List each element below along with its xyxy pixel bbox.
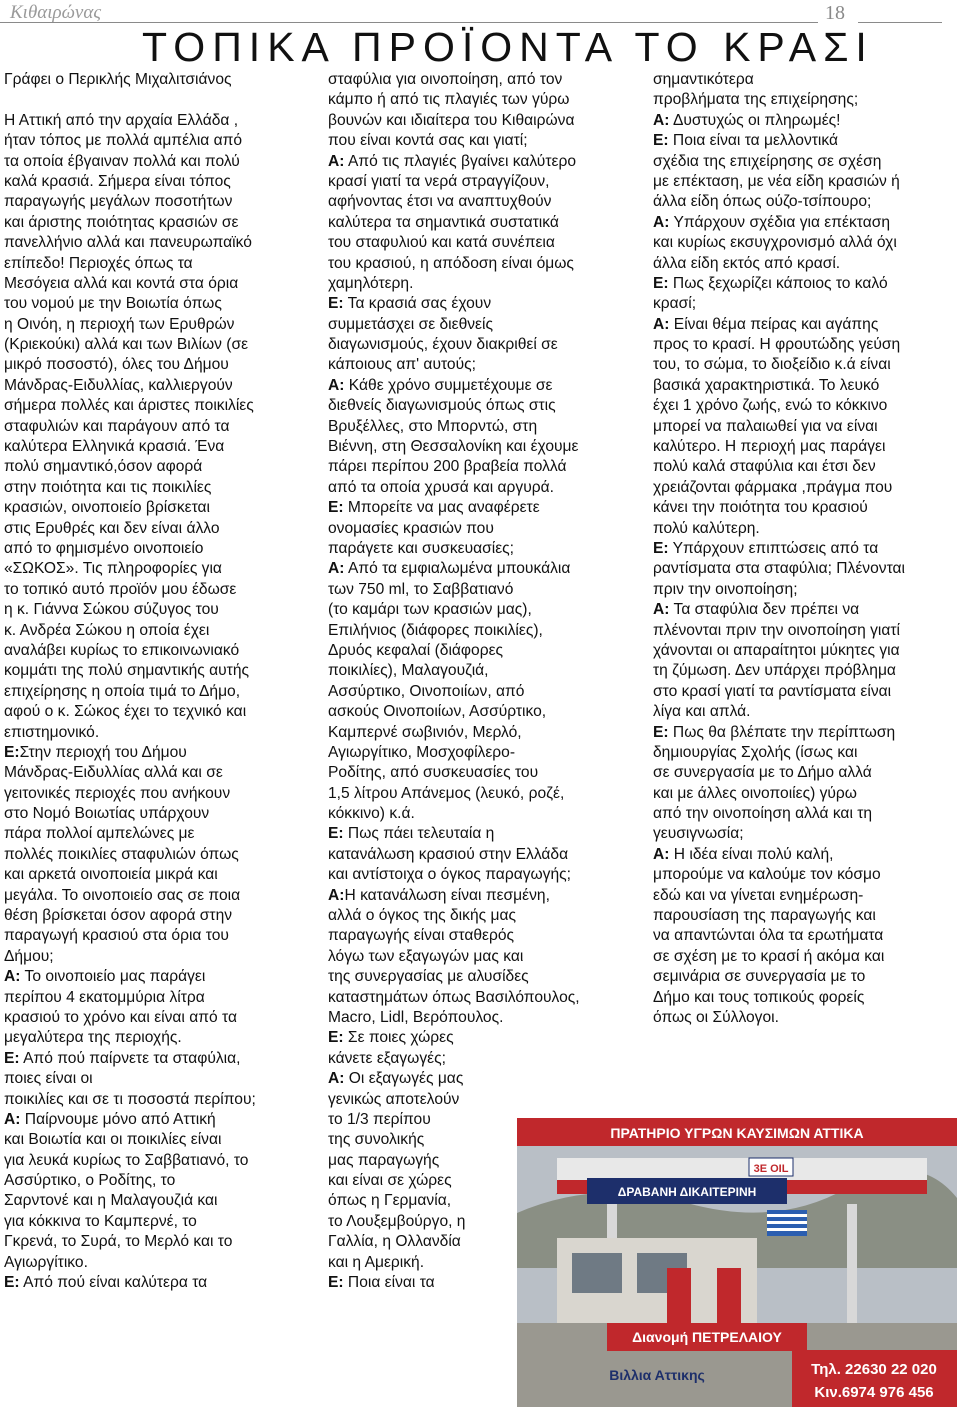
text-line: παρουσίαση της παραγωγής και xyxy=(653,907,876,925)
text-line: Ε: Πως ξεχωρίζει κάποιος το καλό xyxy=(653,274,888,292)
text-line: πολύ καλά σταφύλια και έτσι δεν xyxy=(653,458,876,476)
text-line: όπως οι Σύλλογοι. xyxy=(653,1008,779,1026)
text-line: διαγωνισμούς, έχουν διακριθεί σε xyxy=(328,336,558,354)
text-column-3 xyxy=(653,70,905,1028)
text-line: κ. Ανδρέα Σώκου η οποία έχει xyxy=(4,621,210,639)
canopy-sign-text: ΔΡΑΒΑΝΗ ΔΙΚΑΙΤΕΡΙΝΗ xyxy=(617,1185,757,1199)
text-line: Ε:Στην περιοχή του Δήμου xyxy=(4,743,187,761)
phone-number-1: Τηλ. 22630 22 020 xyxy=(811,1361,937,1378)
text-line: Ε: Υπάρχουν επιπτώσεις από τα xyxy=(653,539,879,557)
text-line: Σαρντονέ και η Μαλαγουζιά και xyxy=(4,1192,218,1210)
text-line: Α: Τα σταφύλια δεν πρέπει να xyxy=(653,601,860,619)
text-line: στις Ερυθρές και δεν είναι άλλο xyxy=(4,519,220,537)
text-line: Καμπερνέ σωβινιόν, Μερλό, xyxy=(328,723,522,741)
text-line: Ε: Σε ποιες χώρες xyxy=(328,1029,454,1047)
text-line: καλύτερα Ελληνικά κρασιά. Ένα xyxy=(4,438,225,456)
text-line: κάνετε εξαγωγές; xyxy=(328,1049,446,1067)
text-line: Ασσύρτικο, ο Ροδίτης, το xyxy=(4,1172,176,1190)
text-line: Αγιωργίτικο, Μοσχοφίλερο- xyxy=(328,743,516,761)
text-line: Η Αττική από την αρχαία Ελλάδα , xyxy=(4,111,239,129)
text-line: Α: Δυστυχώς οι πληρωμές! xyxy=(653,111,841,129)
text-line: κρασιών, οινοποιείο βρίσκεται xyxy=(4,499,210,517)
header-rule-middle xyxy=(128,22,818,23)
text-line: θέση βρίσκεται όσον αφορά στην xyxy=(4,907,233,925)
text-line: του, το σώμα, το διοξείδιο κ.ά είναι xyxy=(653,356,891,374)
text-line: στην ποιότητα και τις ποικιλίες xyxy=(4,478,212,496)
text-line: Α: Από τις πλαγιές βγαίνει καλύτερο xyxy=(328,152,576,170)
text-column-2 xyxy=(328,70,580,1293)
text-line: Α: Από τα εμφιαλωμένα μπουκάλια xyxy=(328,560,571,578)
text-line: και κυρίως εκσυγχρονισμό αλλά όχι xyxy=(653,234,897,252)
text-column-1 xyxy=(4,70,256,1293)
text-line: μικρό ποσοστό), όλες του Δήμου xyxy=(4,356,229,374)
text-line: τα οποία έβγαιναν πολλά και πολύ xyxy=(4,152,240,170)
page-number: 18 xyxy=(825,2,845,24)
text-line: 1,5 λίτρου Απάνεμος (λευκό, ροζέ, xyxy=(328,784,565,802)
text-line: το 1/3 περίπου xyxy=(328,1110,431,1128)
text-line: κρασιού το χρόνο και είναι από τα xyxy=(4,1008,237,1026)
text-line: προς το κρασί. Η φρουτώδης γεύση xyxy=(653,336,901,354)
text-line: αφού ο κ. Σώκος έχει το τεχνικό και xyxy=(4,703,247,721)
text-line: Μάνδρας-Ειδυλλίας, καλλιεργούν xyxy=(4,376,233,394)
location-sign-text: Βιλλια Αττικης xyxy=(609,1367,705,1383)
brand-logo: 3Ε OIL xyxy=(753,1163,789,1175)
text-line: το τοπικό αυτό προϊόν μου έδωσε xyxy=(4,580,237,598)
text-line: διεθνείς διαγωνισμούς όπως στις xyxy=(328,397,556,415)
text-line: μας παραγωγής xyxy=(328,1151,440,1169)
text-line: Δήμο και τους τοπικούς φορείς xyxy=(653,988,865,1006)
text-line: πολύ καλύτερη. xyxy=(653,519,760,537)
text-line: Ε: Πως πάει τελευταία η xyxy=(328,825,495,843)
text-line: ασκούς Οινοποιίων, Ασσύρτικο, xyxy=(328,703,547,721)
text-line: καλύτερο. Η περιοχή μας παράγει xyxy=(653,438,886,456)
text-line: αλλά ο όγκος της δικής μας xyxy=(328,907,516,925)
text-line: Μάνδρας-Ειδυλλίας αλλά και σε xyxy=(4,764,223,782)
text-line: Ε: Ποια είναι τα μελλοντικά xyxy=(653,132,838,150)
text-line: γενικώς αποτελούν xyxy=(328,1090,460,1108)
text-line: πανελλήνιο αλλά και πανευρωπαϊκό xyxy=(4,234,252,252)
text-line: κάνει την ποιότητα του κρασιού xyxy=(653,499,868,517)
text-line: κρασί γιατί τα νερά στραγγίζουν, xyxy=(328,172,550,190)
text-line: συμμετάσχει σε διεθνείς xyxy=(328,315,493,333)
text-line: κρασί; xyxy=(653,295,697,313)
text-line: Α: Η ιδέα είναι πολύ καλή, xyxy=(653,845,834,863)
text-line: Δήμου; xyxy=(4,947,54,965)
text-line: σε συνεργασία με το Δήμο αλλά xyxy=(653,764,872,782)
text-line: από το φημισμένο οινοποιείο xyxy=(4,539,204,557)
text-line: παράγετε και συσκευασίες; xyxy=(328,539,515,557)
text-line: Γράφει ο Περικλής Μιχαλιτσιάνος xyxy=(4,71,232,88)
text-line: η Οινόη, η περιοχή των Ερυθρών xyxy=(4,315,235,333)
article-title: ΤΟΠΙΚΑ ΠΡΟΪΟΝΤΑ ΤΟ ΚΡΑΣΙ xyxy=(142,24,874,70)
text-line: σήμερα πολλές και άριστες ποικιλίες xyxy=(4,397,254,415)
running-head: Κιθαιρώνας xyxy=(10,2,102,23)
text-line: σημαντικότερα xyxy=(653,71,754,88)
text-line: άλλα είδη εκτός από κρασί. xyxy=(653,254,841,272)
text-line: επίπεδο! Περιοχές όπως τα xyxy=(4,254,193,272)
text-line: παραγωγής μεγάλων ποσοτήτων xyxy=(4,193,233,211)
text-line: Ε: Μπορείτε να μας αναφέρετε xyxy=(328,499,540,517)
text-line: Δρυός κεφαλαί (διάφορες xyxy=(328,641,504,659)
text-line: πριν την οινοποίηση; xyxy=(653,580,798,598)
text-line: βουνών και ιδιαίτερα του Κιθαιρώνα xyxy=(328,111,575,129)
text-line: να απαντώνται όλα τα ερωτήματα xyxy=(653,927,884,945)
text-line: Επιλήνιος (διάφορες ποικιλίες), xyxy=(328,621,543,639)
text-line: της συνολικής xyxy=(328,1131,425,1149)
text-line: Μεσόγεια αλλά και κοντά στα όρια xyxy=(4,274,239,292)
text-line: ποιες είναι οι xyxy=(4,1070,93,1088)
text-line: ραντίσματα στα σταφύλια; Πλένονται xyxy=(653,560,905,578)
text-line: χαμηλότερη. xyxy=(328,274,414,292)
text-line: στο Νομό Βοιωτίας υπάρχουν xyxy=(4,805,210,823)
text-line: Ασσύρτικο, Οινοποιίων, από xyxy=(328,682,525,700)
text-line: σταφυλιών και παράγουν από τα xyxy=(4,417,230,435)
text-line: από την οινοποίηση αλλά και τη xyxy=(653,805,873,823)
text-line: του σταφυλιού και κατά συνέπεια xyxy=(328,234,555,252)
text-line: Ε: Τα κρασιά σας έχουν xyxy=(328,295,492,313)
text-line: και η Αμερική. xyxy=(328,1253,425,1271)
text-line: ονομασίες κρασιών που xyxy=(328,519,494,537)
text-line: αφήνοντας έτσι να αναπτυχθούν xyxy=(328,193,552,211)
text-line: Γαλλία, η Ολλανδία xyxy=(328,1233,461,1251)
text-line: μπορούμε να καλούμε τον κόσμο xyxy=(653,866,881,884)
text-line: Α: Παίρνουμε μόνο από Αττική xyxy=(4,1110,216,1128)
text-line: μεγαλύτερα της περιοχής. xyxy=(4,1029,182,1047)
text-line: πολύ σημαντικό,όσον αφορά xyxy=(4,458,203,476)
text-line: καλύτερα τα σημαντικά συστατικά xyxy=(328,213,559,231)
text-line: Α: Είναι θέμα πείρας και αγάπης xyxy=(653,315,879,333)
text-line: Α:Η κατανάλωση είναι πεσμένη, xyxy=(328,886,550,904)
header-rule-right xyxy=(858,22,942,23)
text-line: του νομού με την Βοιωτία όπως xyxy=(4,295,222,313)
text-line: με επέκταση, με νέα είδη κρασιών ή xyxy=(653,172,900,190)
text-line: Γκρενά, το Συρά, το Μερλό και το xyxy=(4,1233,233,1251)
text-line: και Βοιωτία και οι ποικιλίες είναι xyxy=(4,1131,222,1149)
text-line: για κόκκινα το Καμπερνέ, το xyxy=(4,1212,197,1230)
text-line: Ε: Πως θα βλέπατε την περίπτωση xyxy=(653,723,896,741)
text-line: στο κρασί γιατί τα ραντίσματα είναι xyxy=(653,682,892,700)
text-line: μπορεί να παλαιωθεί για να είναι xyxy=(653,417,878,435)
text-line: Macro, Lidl, Βερόπουλος. xyxy=(328,1008,504,1026)
text-line: Βρυξέλλες, στο Μπορντώ, στη xyxy=(328,417,538,435)
text-line: «ΣΩΚΟΣ». Τις πληροφορίες για xyxy=(4,560,222,578)
text-line: παραγωγή κρασιού στα όρια του xyxy=(4,927,229,945)
text-line: γευσιγνωσία; xyxy=(653,825,744,843)
text-line: και άριστης ποιότητας κρασιών σε xyxy=(4,213,239,231)
text-line: χάνονται οι απαραίτητοι μύκητες για xyxy=(653,641,900,659)
text-line: δημιουργίας Σχολής (ίσως και xyxy=(653,743,858,761)
text-line: Α: Υπάρχουν σχέδια για επέκταση xyxy=(653,213,891,231)
text-line: αναλάβει κυρίως το επικοινωνιακό xyxy=(4,641,240,659)
text-line: κομμάτι της πολύ σημαντικής αυτής xyxy=(4,662,250,680)
text-line xyxy=(4,90,256,110)
text-line: του κρασιού, η απόδοση είναι όμως xyxy=(328,254,574,272)
text-line: χρειάζονται φάρμακα ,πράγμα που xyxy=(653,478,893,496)
text-line: Α: Το οινοποιείο μας παράγει xyxy=(4,968,206,986)
text-line: και με άλλες οινοποιίες) γύρω xyxy=(653,784,857,802)
text-line: εδώ και να γίνεται ενημέρωση- xyxy=(653,886,864,904)
text-line: πάρει περίπου 200 βραβεία πολλά xyxy=(328,458,567,476)
text-line: και αντίστοιχα ο όγκος παραγωγής; xyxy=(328,866,571,884)
text-line: επιστημονικό. xyxy=(4,723,100,741)
text-line: Ε: Ποια είναι τα xyxy=(328,1274,435,1292)
text-line: τη ζύμωση. Δεν υπάρχει πρόβλημα xyxy=(653,662,896,680)
text-line: γειτονικές περιοχές που ανήκουν xyxy=(4,784,231,802)
text-line: της συνεργασίας με αλυσίδες xyxy=(328,968,529,986)
text-line: και αρκετά οινοποιεία μικρά και xyxy=(4,866,218,884)
text-line: περίπου 4 εκατομμύρια λίτρα xyxy=(4,988,205,1006)
text-line: ποικιλίες), Μαλαγουζιά, xyxy=(328,662,489,680)
text-line: το Λουξεμβούργο, η xyxy=(328,1212,466,1230)
text-line: Α: Κάθε χρόνο συμμετέχουμε σε xyxy=(328,376,553,394)
text-line: προβλήματα της επιχείρησης; xyxy=(653,91,859,109)
text-line: (Κριεκούκι) αλλά και των Βιλίων (σε xyxy=(4,336,249,354)
text-line: των 750 ml, το Σαββατιανό xyxy=(328,580,514,598)
text-line: λίγα και απλά. xyxy=(653,703,751,721)
text-line: ποικιλίες και σε τι ποσοστά περίπου; xyxy=(4,1090,256,1108)
text-line: λόγω των εξαγωγών μας και xyxy=(328,947,524,965)
gas-station-photo xyxy=(517,1118,957,1407)
text-line: σε σχέση με το κρασί ή ακόμα και xyxy=(653,947,885,965)
text-line: Αγιωργίτικο. xyxy=(4,1253,88,1271)
text-line: Α: Οι εξαγωγές μας xyxy=(328,1070,464,1088)
sign-top-text: ΠΡΑΤΗΡΙΟ ΥΓΡΩΝ ΚΑΥΣΙΜΩΝ ΑΤΤΙΚΑ xyxy=(610,1125,864,1141)
text-line: σταφύλια για οινοποίηση, από τον xyxy=(328,71,563,88)
text-line: μεγάλα. Το οινοποιείο σας σε ποια xyxy=(4,886,241,904)
text-line: επιχείρησης η οποία τιμά το Δήμο, xyxy=(4,682,241,700)
text-line: κόκκινο) κ.ά. xyxy=(328,805,415,823)
text-line: πάρα πολλοί αμπελώνες με xyxy=(4,825,195,843)
text-line: άλλα είδη όπως ούζο-τσίπουρο; xyxy=(653,193,872,211)
text-line: Ροδίτης, από συσκευασίες του xyxy=(328,764,539,782)
text-line: Βιέννη, στη Θεσσαλονίκη και έχουμε xyxy=(328,438,579,456)
text-line: κάμπο ή από τις πλαγιές των γύρω xyxy=(328,91,570,109)
text-line: και είναι σε χώρες xyxy=(328,1172,452,1190)
text-line: καλά κρασιά. Σήμερα είναι τόπος xyxy=(4,172,231,190)
text-line: κατανάλωση κρασιού στην Ελλάδα xyxy=(328,845,569,863)
header-rule-left xyxy=(0,22,128,23)
text-line: παραγωγής είναι σταθερός xyxy=(328,927,515,945)
text-line: κάποιους απ' αυτούς; xyxy=(328,356,476,374)
text-line: πολλές ποικιλίες σταφυλιών όπως xyxy=(4,845,239,863)
text-line: πλένονται πριν την οινοποίηση γιατί xyxy=(653,621,900,639)
text-line: σεμινάρια σε συνεργασία με το xyxy=(653,968,866,986)
text-line: από τα οποία χρυσά και αργυρά. xyxy=(328,478,554,496)
text-line: έχει 1 χρόνο ζωής, ενώ το κόκκινο xyxy=(653,397,888,415)
text-line: που είναι κοντά σας και γιατί; xyxy=(328,132,528,150)
phone-number-2: Κιν.6974 976 456 xyxy=(814,1384,934,1401)
text-line: για λευκά κυρίως το Σαββατιανό, το xyxy=(4,1151,249,1169)
text-line: βασικά χαρακτηριστικά. Το λευκό xyxy=(653,376,880,394)
text-line: καταστημάτων όπως Βασιλόπουλος, xyxy=(328,988,580,1006)
text-line: Ε: Από πού παίρνετε τα σταφύλια, xyxy=(4,1049,241,1067)
text-line: όπως η Γερμανία, xyxy=(328,1192,452,1210)
text-line: Ε: Από πού είναι καλύτερα τα xyxy=(4,1274,208,1292)
text-line: (το καμάρι των κρασιών μας), xyxy=(328,601,532,619)
text-line: η κ. Γιάννα Σώκου σύζυγος του xyxy=(4,601,219,619)
text-line: σχέδια της επιχείρησης σε σχέση xyxy=(653,152,882,170)
text-line: ήταν τόπος με πολλά αμπέλια από xyxy=(4,132,243,150)
diesel-sign-text: Διανομή ΠΕΤΡΕΛΑΙΟΥ xyxy=(632,1329,782,1345)
